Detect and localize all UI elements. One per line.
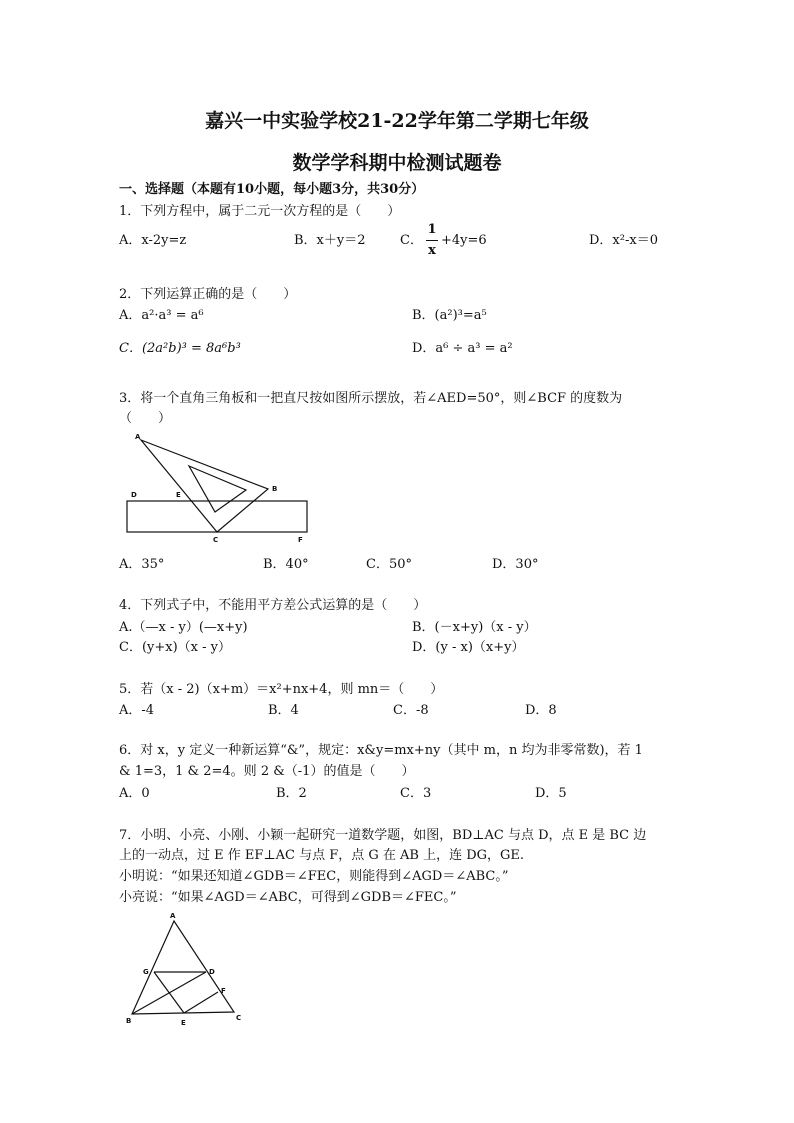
q7-label-f: F [221,987,226,995]
q7-label-g: G [143,968,149,976]
q3-option-d: D．30° [492,557,539,572]
q2-option-b: B．(a²)³=a⁵ [412,308,487,323]
q3-label-d: D [131,491,137,499]
q7-segment-ge [154,972,184,1013]
q1-option-c-label: C． [400,233,423,248]
q5-option-b: B．4 [268,703,299,718]
q1-option-d: D．x²-x＝0 [589,233,658,248]
q4-option-d: D．(y - x)（x+y） [412,640,525,655]
q5-option-a: A．-4 [119,703,155,718]
q1-option-b: B．x＋y＝2 [294,233,366,248]
q3-label-c: C [213,536,219,544]
q7-label-a: A [170,912,176,920]
q7-line-xiaoming: 小明说：“如果还知道∠GDB＝∠FEC，则能得到∠AGD＝∠ABC。” [119,869,509,884]
q1-option-c-rest: +4y=6 [441,233,487,248]
q7-stem-line-2: 上的一动点，过 E 作 EF⊥AC 与点 F，点 G 在 AB 上，连 DG，GE. [119,848,525,863]
q3-label-f: F [298,536,303,544]
q7-label-b: B [126,1017,132,1025]
q3-stem-line-2: （ ） [119,411,172,426]
q1-stem: 1．下列方程中，属于二元一次方程的是（ ） [119,204,401,219]
q2-option-d: D．a⁶ ÷ a³ = a² [412,341,513,356]
q7-label-c: C [236,1014,242,1022]
q3-option-a: A．35° [119,557,165,572]
q4-stem: 4．下列式子中，不能用平方差公式运算的是（ ） [119,598,427,613]
q3-option-c: C．50° [366,557,412,572]
q6-option-d: D．5 [535,786,567,801]
q7-stem-line-1: 7．小明、小亮、小刚、小颖一起研究一道数学题，如图，BD⊥AC 与点 D，点 E 是 BC 边 [119,828,647,843]
q5-option-c: C．-8 [393,703,429,718]
q1-fraction-denominator: x [428,243,436,258]
q4-option-a: A.（—x - y）(—x+y) [119,620,248,635]
q3-label-e: E [176,491,181,499]
q1-fraction-numerator: 1 [427,222,437,237]
q7-segment-ef [184,992,218,1013]
q6-stem-line-2: & 1=3，1 & 2=4。则 2 &（-1）的值是（ ） [119,764,415,779]
q5-option-d: D．8 [525,703,557,718]
q2-stem: 2．下列运算正确的是（ ） [119,287,297,302]
q1-option-a: A．x-2y=z [119,233,187,248]
q3-stem-line-1: 3．将一个直角三角板和一把直尺按如图所示摆放，若∠AED=50°，则∠BCF 的度数为 [119,391,623,406]
q3-label-a: A [135,433,141,441]
title-line-1: 嘉兴一中实验学校21-22学年第二学期七年级 [205,110,589,132]
q5-stem: 5．若（x - 2)（x+m）＝x²+nx+4，则 mn＝（ ） [119,682,444,697]
q6-option-c: C．3 [400,786,432,801]
q3-label-b: B [272,485,278,493]
q7-line-xiaoliang: 小亮说：“如果∠AGD＝∠ABC，可得到∠GDB＝∠FEC。” [119,890,457,905]
q6-option-a: A．0 [119,786,150,801]
q6-option-b: B．2 [276,786,307,801]
q4-option-b: B．(－x+y)（x - y） [412,620,537,635]
q6-stem-line-1: 6．对 x，y 定义一种新运算“&”，规定：x&y=mx+ny（其中 m，n 均为非零常数)，若 1 [119,743,643,758]
title-line-2: 数学学科期中检测试题卷 [292,152,502,174]
q2-option-c: C．(2a²b)³ = 8a⁶b³ [119,341,241,356]
q7-label-e: E [181,1019,186,1027]
section-heading: 一、选择题（本题有10小题，每小题3分，共30分） [119,182,425,197]
q4-option-c: C．(y+x)（x - y） [119,640,231,655]
q2-option-a: A．a²·a³ = a⁶ [119,308,204,323]
q7-label-d: D [209,968,215,976]
q3-option-b: B．40° [263,557,309,572]
